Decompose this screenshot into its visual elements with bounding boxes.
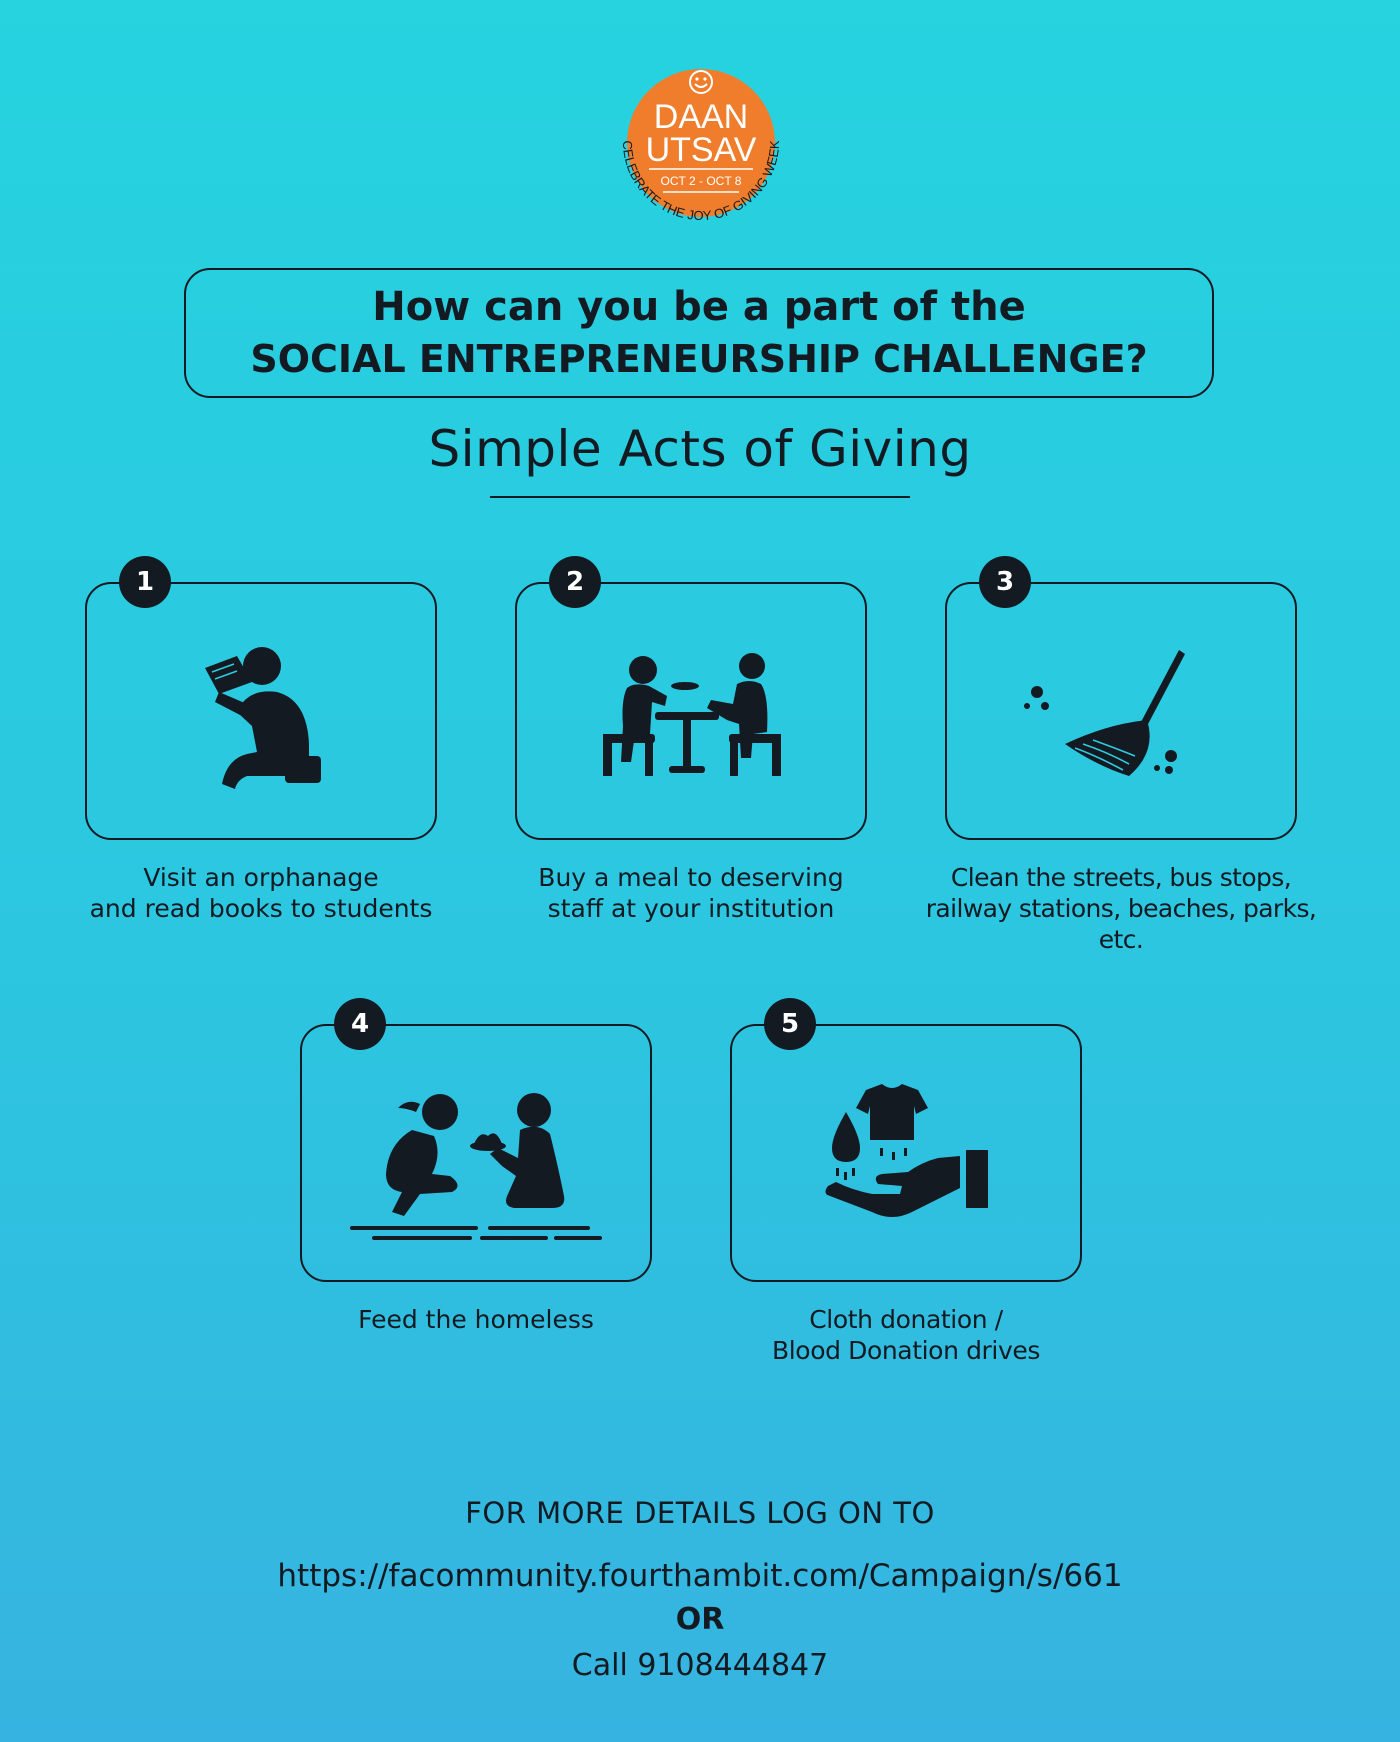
- shared-meal-icon: [517, 584, 869, 842]
- act-card-2: [515, 582, 867, 840]
- act-caption-2: Buy a meal to deserving staff at your institution: [538, 863, 844, 923]
- reading-person-icon: [87, 584, 439, 842]
- logo-dates: OCT 2 - OCT 8: [660, 174, 742, 188]
- act-caption-1: Visit an orphanage and read books to students: [89, 863, 433, 923]
- heading-line2: SOCIAL ENTREPRENEURSHIP CHALLENGE?: [250, 337, 1148, 381]
- challenge-heading-box: [184, 268, 1214, 398]
- donation-hand-icon: [732, 1026, 1084, 1284]
- act-number-5: 5: [764, 998, 816, 1050]
- act-caption-5: Cloth donation / Blood Donation drives: [772, 1305, 1040, 1365]
- smiley-icon: [690, 71, 712, 93]
- call-phone-link[interactable]: Call 9108444847: [571, 1648, 829, 1683]
- section-subtitle: Simple Acts of Giving: [428, 420, 972, 478]
- heading-line1: How can you be a part of the: [372, 284, 1026, 330]
- logo-emblem: [601, 57, 801, 257]
- act-card-3: [945, 582, 1297, 840]
- act-card-5: [730, 1024, 1082, 1282]
- logo-tagline: CELEBRATE THE JOY OF GIVING WEEK: [619, 140, 783, 224]
- logo-line1: DAAN: [653, 98, 749, 136]
- or-separator: OR: [675, 1602, 725, 1637]
- act-caption-4: Feed the homeless: [358, 1305, 594, 1334]
- act-number-4: 4: [334, 998, 386, 1050]
- feeding-homeless-icon: [302, 1026, 654, 1284]
- campaign-url-link[interactable]: https://facommunity.fourthambit.com/Campaign/s/661: [277, 1558, 1123, 1594]
- subtitle-underline: [490, 496, 910, 498]
- act-card-1: [85, 582, 437, 840]
- act-number-2: 2: [549, 556, 601, 608]
- act-card-4: [300, 1024, 652, 1282]
- act-number-3: 3: [979, 556, 1031, 608]
- broom-icon: [947, 584, 1299, 842]
- act-number-1: 1: [119, 556, 171, 608]
- logo-line2: UTSAV: [645, 131, 757, 169]
- more-details-text: FOR MORE DETAILS LOG ON TO: [465, 1496, 935, 1530]
- act-caption-3: Clean the streets, bus stops, railway stations, beaches, parks, etc.: [925, 863, 1317, 954]
- daan-utsav-logo: [601, 57, 801, 257]
